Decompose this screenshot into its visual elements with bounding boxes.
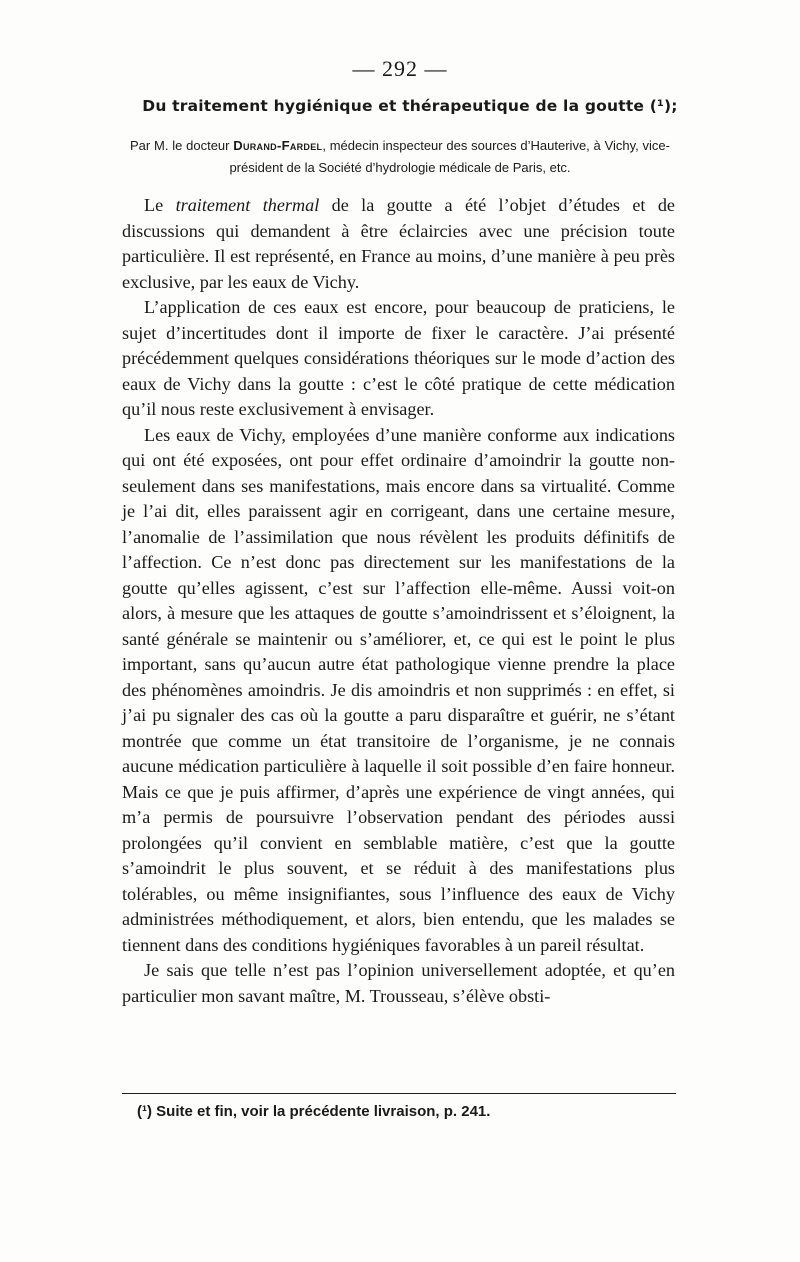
paragraph-1: [122, 193, 675, 295]
article-body: [122, 193, 675, 1009]
paragraph-1-lead: Le: [144, 195, 176, 215]
footnote-divider: [122, 1093, 676, 1094]
paragraph-1-rest: de la goutte a été l’objet d’études et de discussions qui demandent à être éclaircies avec une précision toute particulière. Il est représenté, en France au moins, d’une manière à peu près exclusive, par les eaux de Vichy.: [122, 195, 676, 292]
article-title-text: Du traitement hygiénique et thérapeutique de la goutte: [142, 97, 645, 115]
paragraph-4: Je sais que telle n’est pas l’opinion universellement adoptée, et qu’en particulier mon savant maître, M. Trousseau, s’élève obsti-: [122, 960, 675, 1006]
byline-suffix: , médecin inspecteur des sources d’Hauterive, à Vichy, vice-président de la Société d’hydrologie médicale de Paris, etc.: [229, 138, 670, 175]
footnote: (¹) Suite et fin, voir la précédente livraison, p. 241.: [137, 1103, 491, 1120]
paragraph-3: Les eaux de Vichy, employées d’une manière conforme aux indications qui ont été exposées, ont pour effet ordinaire d’amoindrir la goutte non-seulement dans ses manifestations, mais encore dans sa virtualité. Comme je l’ai dit, elles paraissent agir en corrigeant, dans une certaine mesure, l’anomalie de l’assimilation que nous révèlent les produits définitifs de l’affection. Ce n’est donc pas directement sur les manifestations de la goutte qu’elles agissent, c’est sur l’affection elle-même. Aussi voit-on alors, à mesure que les attaques de goutte s’amoindrissent et s’éloignent, la santé générale se maintenir ou s’améliorer, et, ce qui est le point le plus important, sans qu’aucun autre état pathologique vienne prendre la place des phénomènes amoindris. Je dis amoindris et non supprimés : en effet, si j’ai pu signaler des cas où la goutte a paru disparaître et guérir, ne s’étant montrée que comme un état transitoire de l’organisme, je ne connais aucune médication particulière à laquelle il soit possible d’en faire honneur. Mais ce que je puis affirmer, d’après une expérience de vingt années, qui m’a permis de poursuivre l’observation pendant des périodes aussi prolongées qu’il convient en semblable matière, c’est que la goutte s’amoindrit le plus souvent, et se réduit à des manifestations plus tolérables, ou même insignifiantes, sous l’influence des eaux de Vichy administrées méthodiquement, et alors, bien entendu, que les malades se tiennent dans des conditions hygiéniques favorables à un pareil résultat.: [122, 424, 675, 955]
paragraph-2: L’application de ces eaux est encore, pour beaucoup de praticiens, le sujet d’incertitudes dont il importe de fixer le caractère. J’ai présenté précédemment quelques considérations théoriques sur le mode d’action des eaux de Vichy dans la goutte : c’est le côté pratique de cette médication qu’il nous reste exclusivement à envisager.: [122, 297, 675, 419]
paragraph-1-emphasis: traitement thermal: [175, 195, 320, 215]
author-byline: [130, 135, 670, 179]
byline-prefix: Par M. le docteur: [130, 138, 234, 153]
author-name: Durand-Fardel: [233, 138, 323, 153]
article-title: [120, 97, 700, 115]
page-number: — 292 —: [352, 56, 448, 81]
footnote-reference: (¹);: [649, 97, 678, 115]
